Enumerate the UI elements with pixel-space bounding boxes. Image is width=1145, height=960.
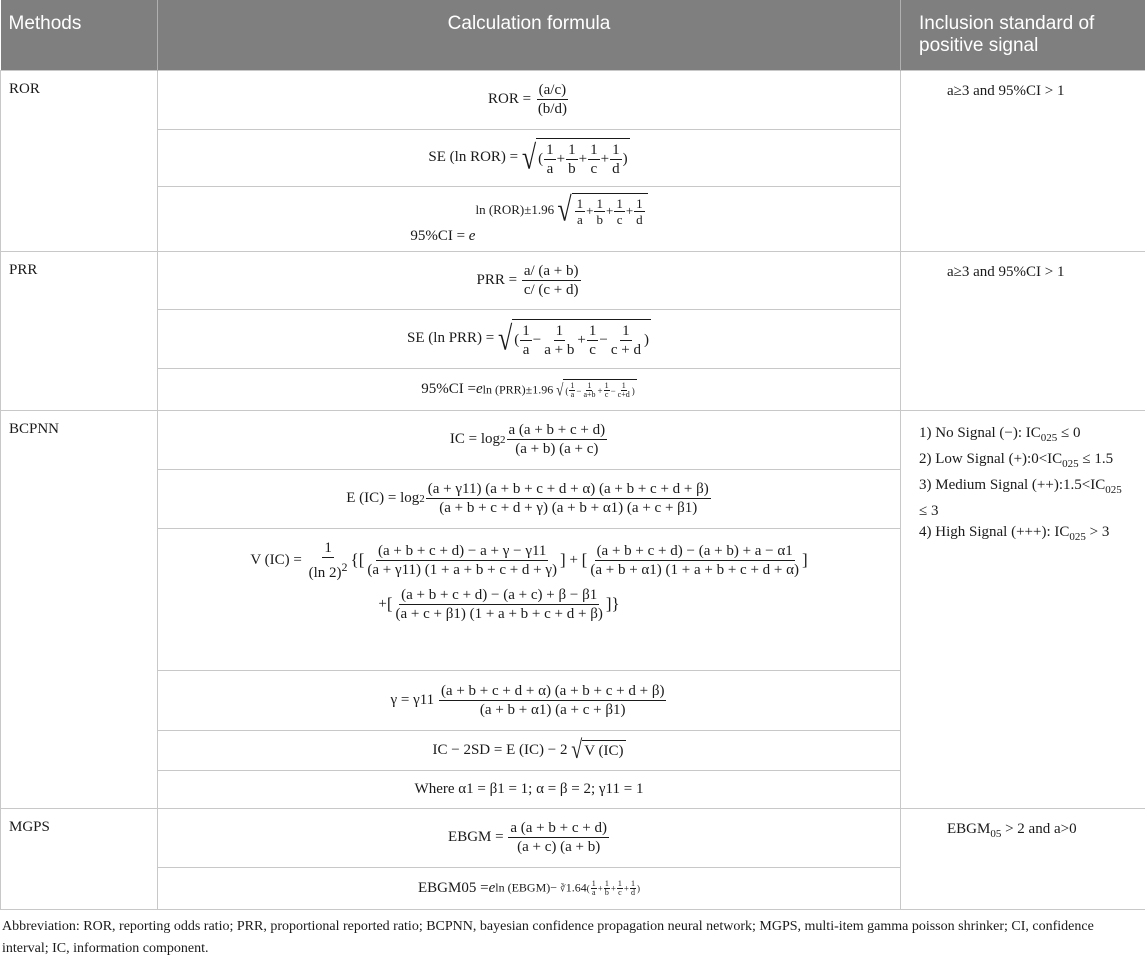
formula-se-ror: SE (ln ROR) = √ ( $\frac{1}{a}$ + $\frac{1}{b}$ + $\frac{1}{c}$ + $\frac{1}{d}$ ) [158,129,901,186]
formula-ci-ror: 95%CI = e ln (ROR)±1.96 √ $\frac{1}{a}$ + $\frac{1}{b}$ + $\frac{1}{c}$ + $\frac{1}{d}$ [158,186,901,251]
table-row [1,410,1145,469]
header-formula: Calculation formula [158,0,901,70]
method-mgps: MGPS [1,808,158,909]
table-row [1,70,1145,129]
formula-gamma: γ = γ11 $\frac{(a + b + c + d + \alpha) (a + b + c + d + \beta)}{(a + b + \alpha 1) (a + c + \beta 1)}$ [158,670,901,730]
formula-ic-2sd: IC − 2SD = E (IC) − 2 √ V (IC) [158,730,901,770]
formula-ebgm: EBGM = $\frac{a (a + b + c + d)}{(a + c) (a + b)}$ [158,808,901,867]
table-row [1,808,1145,867]
header-row [1,0,1145,70]
formula-v-ic: V (IC) = $\frac{1}{(\ln 2)^2}$ {[ $\frac{(a + b + c + d) - a + \gamma - \gamma 11}{(a + \gamma 11) (1 + a + b + c + d + \gamma)}$ ] + [ $\frac{(a + b + c + d) - (a + b) + a - \alpha 1}{(a + b + \alpha 1) (1 + a + b + c + d + \alpha)}$ ] + [ $\frac{(a + b + c + d) - (a + c) + \beta - \beta 1}{(a + c + \beta 1) (1 + a + b + c + d + \beta)}$ ]} [158,528,901,670]
method-ror: ROR [1,70,158,251]
criterion-bcpnn-4: 4) High Signal (+++): $IC_{025} > 3$ [919,522,1131,548]
method-bcpnn: BCPNN [1,410,158,808]
formula-ebgm05: EBGM05 = e ln (EBGM)− ∛1.64( $\frac{1}{a}$ + $\frac{1}{b}$ + $\frac{1}{c}$ + $\frac{1}{d}$ ) [158,867,901,909]
criterion-ror: a≥3 and 95%CI > 1 [901,70,1145,251]
header-criterion: Inclusion standard of positive signal [901,0,1145,70]
formula-ci-prr: 95%CI = e ln (PRR)±1.96 √ ( $\frac{1}{a}$ − $\frac{1}{a+b}$ + $\frac{1}{c}$ − $\frac{1}{c+d}$ ) [158,368,901,410]
criterion-bcpnn-2: 2) Low Signal $(+):0<IC_{025} \le 1.5$ [919,449,1131,475]
criterion-bcpnn-3: 3) Medium Signal $(++):1.5<IC_{025} \le 3$ [919,475,1131,522]
abbreviation-footnote: Abbreviation: ROR, reporting odds ratio; PRR, proportional reported ratio; BCPNN, bayesian confidence propagation neural network; MGPS, multi-item gamma poisson shrinker; CI, confidence interval; IC, information component. [0,916,1142,960]
criterion-prr: a≥3 and 95%CI > 1 [901,251,1145,410]
header-methods: Methods [1,0,158,70]
formula-where: Where α1 = β1 = 1; α = β = 2; γ11 = 1 [158,770,901,808]
criterion-bcpnn [901,410,1145,808]
formula-se-prr: SE (ln PRR) = √ ( $\frac{1}{a}$ − $\frac{1}{a + b}$ + $\frac{1}{c}$ − $\frac{1}{c + d}$ ) [158,309,901,368]
table-row [1,251,1145,309]
method-prr: PRR [1,251,158,410]
formula-ic: IC = log 2 $\frac{a (a + b + c + d)}{(a + b) (a + c)}$ [158,410,901,469]
formula-e-ic: E (IC) = log 2 $\frac{(a + \gamma 11) (a + b + c + d + \alpha) (a + b + c + d + \beta)}{(a + b + c + d + \gamma) (a + b + \alpha 1) (a + c + \beta 1)}$ [158,469,901,528]
formula-prr: PRR = $\frac{a/ (a + b)}{c/ (c + d)}$ [158,251,901,309]
formula-ror: ROR = $\frac{(a/c)}{(b/d)}$ [158,70,901,129]
criterion-bcpnn-1: 1) No Signal (−): $IC_{025} \le 0$ [919,423,1131,449]
criterion-mgps: $EBGM_{05} > 2$ and a>0 [901,808,1145,909]
